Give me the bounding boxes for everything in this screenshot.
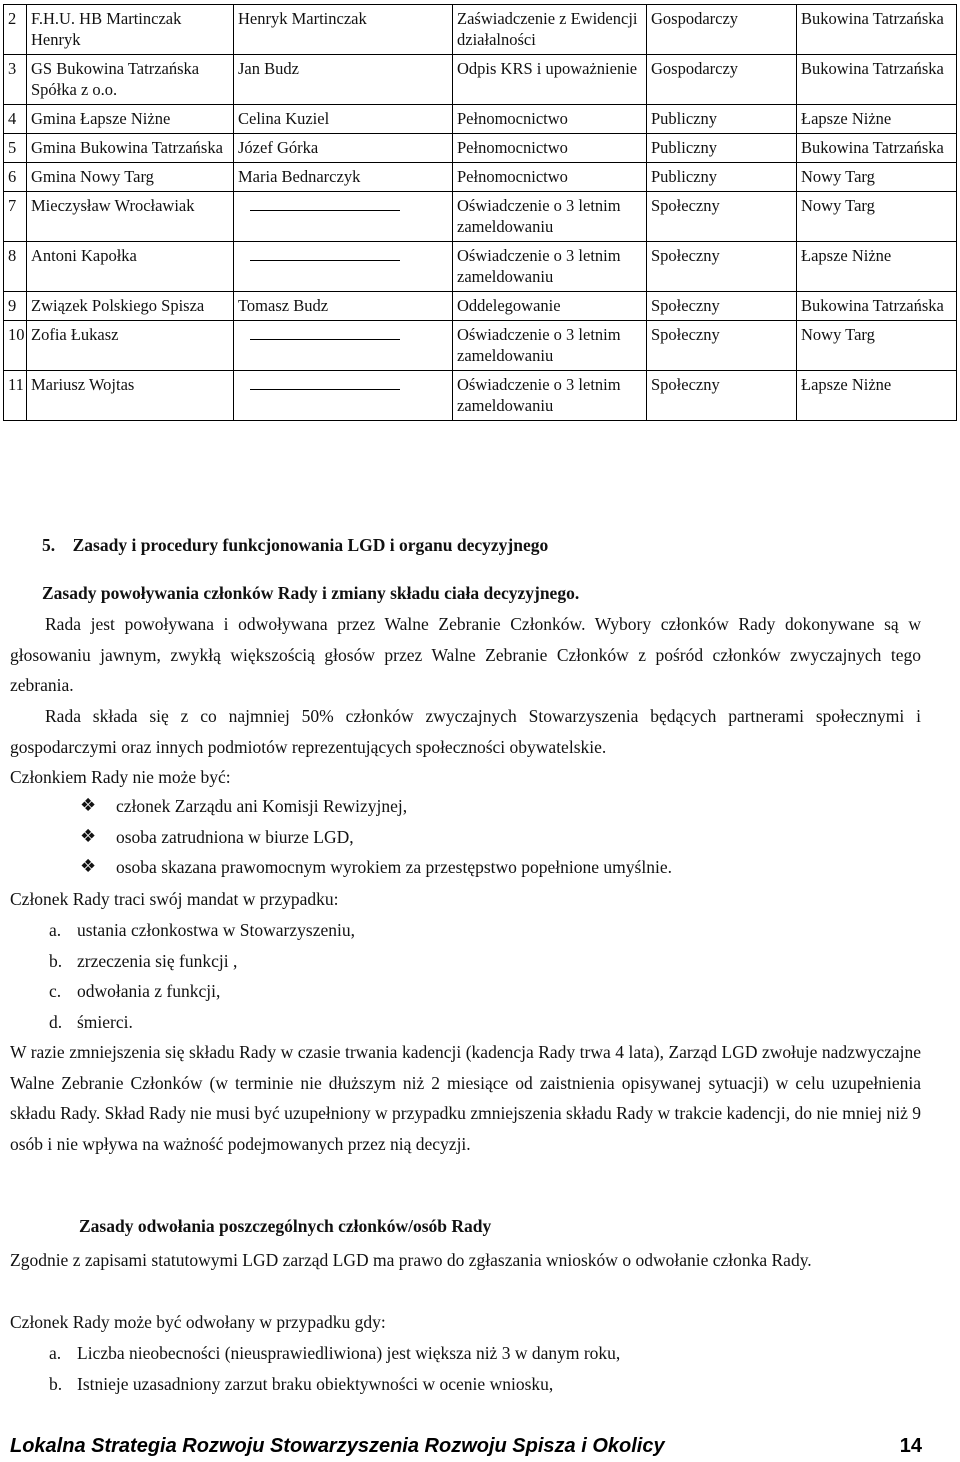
member-name: Antoni Kapołka (31, 246, 137, 265)
row-number-cell (4, 321, 27, 371)
representative-cell (234, 321, 453, 371)
table-row (4, 292, 957, 321)
paragraph-appointment: Rada jest powoływana i odwoływana przez Walne Zebranie Członków. Wybory członków Rady dokonywane są w głosowaniu jawnym, zwykłą większością głosów przez Walne Zebranie Członków z pośród członków zwyczajnych tego zebrania. (10, 614, 921, 695)
area: Bukowina Tatrzańska (801, 296, 944, 315)
representative: Tomasz Budz (238, 296, 329, 315)
member-name: Mieczysław Wrocławiak (31, 196, 195, 215)
member-name: Gmina Nowy Targ (31, 167, 154, 186)
document-type-cell (453, 55, 647, 105)
table-row (4, 5, 957, 55)
table-row (4, 134, 957, 163)
row-number-cell (4, 292, 27, 321)
sector-cell (647, 292, 797, 321)
row-number: 3 (8, 59, 17, 78)
diamond-bullet-icon: ❖ (80, 795, 97, 816)
table-row (4, 321, 957, 371)
member-name-cell (27, 292, 234, 321)
area-cell (797, 105, 957, 134)
representative: Henryk Martinczak (238, 9, 367, 28)
table-row (4, 192, 957, 242)
list-item-text: Liczba nieobecności (nieusprawiedliwiona) jest większa niż 3 w danym roku, (77, 1343, 621, 1363)
document-type-cell (453, 292, 647, 321)
representative-cell (234, 192, 453, 242)
member-name-cell (27, 321, 234, 371)
list-item (80, 852, 672, 883)
row-number: 5 (8, 138, 17, 157)
sector-cell (647, 321, 797, 371)
row-number: 8 (8, 246, 17, 265)
member-name: Zofia Łukasz (31, 325, 119, 344)
document-type: Zaświadczenie z Ewidencji działalności (457, 9, 638, 49)
list-item (80, 822, 672, 853)
sector: Publiczny (651, 167, 717, 186)
list-letter: d. (49, 1011, 63, 1032)
representative-cell (234, 292, 453, 321)
paragraph-dismissal-intro: Członek Rady może być odwołany w przypadku gdy: (10, 1312, 386, 1332)
table-row (4, 55, 957, 105)
list-item-text: osoba skazana prawomocnym wyrokiem za przestępstwo popełnione umyślnie. (116, 857, 672, 877)
area: Nowy Targ (801, 196, 875, 215)
mandate-loss-list (49, 915, 355, 1037)
members-table (3, 4, 957, 421)
member-name-cell (27, 134, 234, 163)
row-number: 9 (8, 296, 17, 315)
document-type-cell (453, 242, 647, 292)
list-item (80, 791, 672, 822)
document-type-cell (453, 192, 647, 242)
row-number-cell (4, 105, 27, 134)
representative-cell (234, 105, 453, 134)
row-number-cell (4, 134, 27, 163)
sector: Gospodarczy (651, 9, 739, 28)
area-cell (797, 55, 957, 105)
area: Łapsze Niżne (801, 109, 892, 128)
document-type: Oświadczenie o 3 letnim zameldowaniu (457, 375, 621, 415)
paragraph-dismissal-right: Zgodnie z zapisami statutowymi LGD zarząd LGD ma prawo do zgłaszania wniosków o odwołanie członka Rady. (10, 1250, 812, 1270)
area-cell (797, 163, 957, 192)
list-letter: b. (49, 1373, 63, 1394)
area-cell (797, 321, 957, 371)
list-item-text: śmierci. (77, 1011, 133, 1032)
table-row (4, 163, 957, 192)
list-item (49, 1338, 620, 1369)
list-item-text: Istnieje uzasadniony zarzut braku obiektywności w ocenie wniosku, (77, 1373, 554, 1394)
row-number: 2 (8, 9, 17, 28)
area-cell (797, 292, 957, 321)
sector: Społeczny (651, 246, 720, 265)
document-type: Oświadczenie o 3 letnim zameldowaniu (457, 196, 621, 236)
member-name: Gmina Bukowina Tatrzańska (31, 138, 223, 157)
sector: Społeczny (651, 375, 720, 394)
representative: Celina Kuziel (238, 109, 330, 128)
sector: Społeczny (651, 196, 720, 215)
member-name-cell (27, 242, 234, 292)
row-number: 6 (8, 167, 17, 186)
member-name: GS Bukowina Tatrzańska Spółka z o.o. (31, 59, 200, 99)
area: Bukowina Tatrzańska (801, 138, 944, 157)
row-number-cell (4, 242, 27, 292)
document-type: Oddelegowanie (457, 296, 561, 315)
blank-line (250, 248, 400, 261)
document-type-cell (453, 5, 647, 55)
list-item-text: osoba zatrudniona w biurze LGD, (116, 826, 354, 847)
paragraph-mandate-loss-intro: Członek Rady traci swój mandat w przypadku: (10, 889, 339, 909)
page-number: 14 (899, 1435, 922, 1457)
document-type-cell (453, 163, 647, 192)
area-cell (797, 134, 957, 163)
sector: Publiczny (651, 138, 717, 157)
section-heading: 5. Zasady i procedury funkcjonowania LGD i organu decyzyjnego (42, 535, 549, 555)
member-name: F.H.U. HB Martinczak Henryk (31, 9, 182, 49)
sector: Społeczny (651, 296, 720, 315)
blank-line (250, 198, 400, 211)
representative-cell (234, 242, 453, 292)
paragraph-composition: Rada składa się z co najmniej 50% członków zwyczajnych Stowarzyszenia będących partnerami społecznymi i gospodarczymi oraz innych podmiotów reprezentujących społeczności obywatelskie. (10, 706, 921, 757)
table-row (4, 105, 957, 134)
table-row (4, 371, 957, 421)
blank-line (250, 377, 400, 390)
area: Łapsze Niżne (801, 246, 892, 265)
paragraph-ineligible-intro: Członkiem Rady nie może być: (10, 767, 231, 787)
row-number: 7 (8, 196, 17, 215)
member-name-cell (27, 55, 234, 105)
sector-cell (647, 192, 797, 242)
area-cell (797, 242, 957, 292)
dismissal-list (49, 1338, 620, 1399)
member-name: Gmina Łapsze Niżne (31, 109, 171, 128)
diamond-bullet-icon: ❖ (80, 856, 97, 877)
document-type-cell (453, 371, 647, 421)
list-item-text: członek Zarządu ani Komisji Rewizyjnej, (116, 796, 408, 816)
list-item (49, 976, 355, 1007)
list-item (49, 915, 355, 946)
member-name: Mariusz Wojtas (31, 375, 135, 394)
document-type-cell (453, 321, 647, 371)
list-letter: a. (49, 1343, 62, 1363)
member-name-cell (27, 105, 234, 134)
row-number-cell (4, 371, 27, 421)
representative-cell (234, 55, 453, 105)
row-number-cell (4, 192, 27, 242)
area: Łapsze Niżne (801, 375, 892, 394)
list-letter: b. (49, 950, 63, 971)
document-type-cell (453, 105, 647, 134)
representative-cell (234, 163, 453, 192)
footer-title: Lokalna Strategia Rozwoju Stowarzyszenia Rozwoju Spisza i Okolicy (10, 1435, 665, 1457)
sector-cell (647, 371, 797, 421)
representative-cell (234, 5, 453, 55)
diamond-bullet-icon: ❖ (80, 825, 97, 847)
area-cell (797, 371, 957, 421)
area: Bukowina Tatrzańska (801, 59, 944, 78)
subheading-dismissal: Zasady odwołania poszczególnych członków/osób Rady (79, 1216, 492, 1236)
representative-cell (234, 134, 453, 163)
list-letter: c. (49, 981, 62, 1001)
list-item (49, 1369, 620, 1400)
row-number-cell (4, 5, 27, 55)
row-number-cell (4, 163, 27, 192)
sector-cell (647, 163, 797, 192)
sector: Publiczny (651, 109, 717, 128)
document-type: Oświadczenie o 3 letnim zameldowaniu (457, 325, 621, 365)
sector: Społeczny (651, 325, 720, 344)
row-number: 10 (8, 325, 25, 344)
representative: Maria Bednarczyk (238, 167, 361, 186)
list-item-text: odwołania z funkcji, (77, 981, 221, 1001)
paragraph-vacancy: W razie zmniejszenia się składu Rady w czasie trwania kadencji (kadencja Rady trwa 4 lata), Zarząd LGD zwołuje nadzwyczajne Walne Zebranie Członków (w terminie nie dłuższym niż 2 miesiące od zaistnienia opisywanej sytuacji) w celu uzupełnienia składu Rady. Skład Rady nie musi być uzupełniony w przypadku zmniejszenia składu Rady w trakcie kadencji, do nie mniej niż 9 osób i nie wpływa na ważność podejmowanych przez nią decyzji. (10, 1042, 921, 1154)
area-cell (797, 192, 957, 242)
area: Nowy Targ (801, 167, 875, 186)
document-type-cell (453, 134, 647, 163)
table-row (4, 242, 957, 292)
sector-cell (647, 5, 797, 55)
sector-cell (647, 55, 797, 105)
member-name-cell (27, 163, 234, 192)
representative: Józef Górka (238, 138, 319, 157)
representative: Jan Budz (238, 59, 299, 78)
list-letter: a. (49, 920, 62, 940)
area: Bukowina Tatrzańska (801, 9, 944, 28)
area-cell (797, 5, 957, 55)
member-name: Związek Polskiego Spisza (31, 296, 205, 315)
sector: Gospodarczy (651, 59, 739, 78)
list-item-text: ustania członkostwa w Stowarzyszeniu, (77, 920, 355, 940)
list-item-text: zrzeczenia się funkcji , (77, 950, 238, 971)
representative-cell (234, 371, 453, 421)
row-number: 4 (8, 109, 17, 128)
sector-cell (647, 105, 797, 134)
document-type: Odpis KRS i upoważnienie (457, 59, 638, 78)
area: Nowy Targ (801, 325, 875, 344)
page-footer (10, 1432, 922, 1460)
document-type: Pełnomocnictwo (457, 138, 568, 157)
sector-cell (647, 242, 797, 292)
ineligible-list (80, 791, 672, 883)
member-name-cell (27, 192, 234, 242)
row-number-cell (4, 55, 27, 105)
member-name-cell (27, 371, 234, 421)
document-type: Pełnomocnictwo (457, 167, 568, 186)
list-item (49, 946, 355, 977)
document-type: Oświadczenie o 3 letnim zameldowaniu (457, 246, 621, 286)
blank-line (250, 327, 400, 340)
sector-cell (647, 134, 797, 163)
subheading-appointment: Zasady powoływania członków Rady i zmiany składu ciała decyzyjnego. (42, 583, 580, 603)
row-number: 11 (8, 375, 24, 394)
document-type: Pełnomocnictwo (457, 109, 568, 128)
list-item (49, 1007, 355, 1038)
member-name-cell (27, 5, 234, 55)
members-table-body (4, 5, 957, 421)
